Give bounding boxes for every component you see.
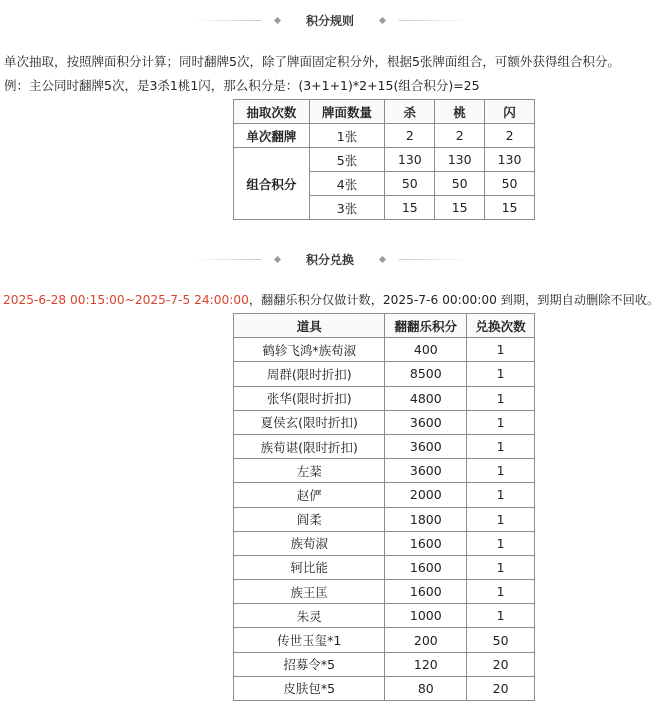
table-row [234,148,535,172]
points-cell: 1800 [385,507,467,531]
item-name-cell: 周群(限时折扣) [234,362,385,386]
table-row [234,459,535,483]
table-cell: 5张 [309,148,385,172]
item-name-cell: 夏侯玄(限时折扣) [234,410,385,434]
limit-cell: 1 [467,507,535,531]
item-name-cell: 族荀谌(限时折扣) [234,434,385,458]
table-row [234,652,535,676]
table-row [234,434,535,458]
section-header-exchange [0,249,660,269]
header-cell: 牌面数量 [309,100,385,124]
diamond-icon [379,16,386,23]
table-row [234,676,535,700]
points-cell: 200 [385,628,467,652]
points-cell: 80 [385,676,467,700]
header-cell: 杀 [385,100,435,124]
points-cell: 3600 [385,459,467,483]
table-row [234,628,535,652]
points-cell: 3600 [385,434,467,458]
diamond-icon [274,16,281,23]
limit-cell: 20 [467,652,535,676]
header-cell: 抽取次数 [234,100,310,124]
header-cell: 桃 [435,100,485,124]
table-cell: 15 [385,196,435,220]
limit-cell: 1 [467,483,535,507]
header-cell: 闪 [485,100,535,124]
item-name-cell: 鹤轸飞鸿*族荀淑 [234,338,385,362]
limit-cell: 20 [467,676,535,700]
points-cell: 1600 [385,531,467,555]
period-note: ，翻翻乐积分仅做计数，2025-7-6 00:00:00 到期，到期自动删除不回收。 [248,293,660,307]
table-row [234,604,535,628]
date-range: 2025-6-28 00:15:00~2025-7-5 24:00:00 [3,293,249,307]
example-text: 例：主公同时翻牌5次，是3杀1桃1闪，那么积分是：(3+1+1)*2+15(组合积分)=25 [4,78,480,93]
points-cell: 8500 [385,362,467,386]
row-label: 组合积分 [234,148,310,220]
period-text [3,291,659,309]
section-title: 积分兑换 [305,252,354,267]
table-row [234,555,535,579]
table-cell: 1张 [309,124,385,148]
table-row [234,410,535,434]
limit-cell: 1 [467,434,535,458]
limit-cell: 1 [467,386,535,410]
limit-cell: 1 [467,555,535,579]
table-row [234,483,535,507]
header-cell: 兑换次数 [467,314,535,338]
limit-cell: 1 [467,531,535,555]
item-name-cell: 张华(限时折扣) [234,386,385,410]
divider-line [399,20,469,21]
item-name-cell: 传世玉玺*1 [234,628,385,652]
table-header-row [234,100,535,124]
table-cell: 130 [435,148,485,172]
table-row [234,124,535,148]
item-name-cell: 轲比能 [234,555,385,579]
limit-cell: 50 [467,628,535,652]
table-cell: 4张 [309,172,385,196]
divider-line [399,259,469,260]
table-cell: 50 [435,172,485,196]
points-cell: 400 [385,338,467,362]
limit-cell: 1 [467,604,535,628]
limit-cell: 1 [467,362,535,386]
points-cell: 2000 [385,483,467,507]
header-cell: 翻翻乐积分 [385,314,467,338]
divider-line [191,20,261,21]
table-cell: 15 [485,196,535,220]
points-cell: 120 [385,652,467,676]
limit-cell: 1 [467,580,535,604]
item-name-cell: 朱灵 [234,604,385,628]
row-label: 单次翻牌 [234,124,310,148]
table-row [234,386,535,410]
table-row [234,531,535,555]
score-rules-table [233,99,535,220]
item-name-cell: 左棻 [234,459,385,483]
table-cell: 130 [485,148,535,172]
points-cell: 1000 [385,604,467,628]
exchange-table [233,313,535,701]
rule-text: 单次抽取，按照牌面积分计算；同时翻牌5次，除了牌面固定积分外，根据5张牌面组合，可额外获得组合积分。 [4,54,620,69]
item-name-cell: 族王匡 [234,580,385,604]
header-cell: 道具 [234,314,385,338]
table-cell: 130 [385,148,435,172]
item-name-cell: 招募令*5 [234,652,385,676]
item-name-cell: 族荀淑 [234,531,385,555]
table-cell: 2 [485,124,535,148]
table-row [234,580,535,604]
item-name-cell: 赵俨 [234,483,385,507]
diamond-icon [274,255,281,262]
table-cell: 2 [435,124,485,148]
points-cell: 1600 [385,555,467,579]
table-cell: 2 [385,124,435,148]
diamond-icon [379,255,386,262]
item-name-cell: 皮肤包*5 [234,676,385,700]
section-title: 积分规则 [305,13,354,28]
table-row [234,362,535,386]
table-cell: 50 [485,172,535,196]
section-header-rules [0,10,660,30]
points-cell: 1600 [385,580,467,604]
limit-cell: 1 [467,338,535,362]
table-cell: 50 [385,172,435,196]
points-cell: 3600 [385,410,467,434]
points-cell: 4800 [385,386,467,410]
table-cell: 3张 [309,196,385,220]
item-name-cell: 阎柔 [234,507,385,531]
limit-cell: 1 [467,459,535,483]
table-header-row [234,314,535,338]
table-cell: 15 [435,196,485,220]
limit-cell: 1 [467,410,535,434]
table-row [234,338,535,362]
table-row [234,507,535,531]
divider-line [191,259,261,260]
